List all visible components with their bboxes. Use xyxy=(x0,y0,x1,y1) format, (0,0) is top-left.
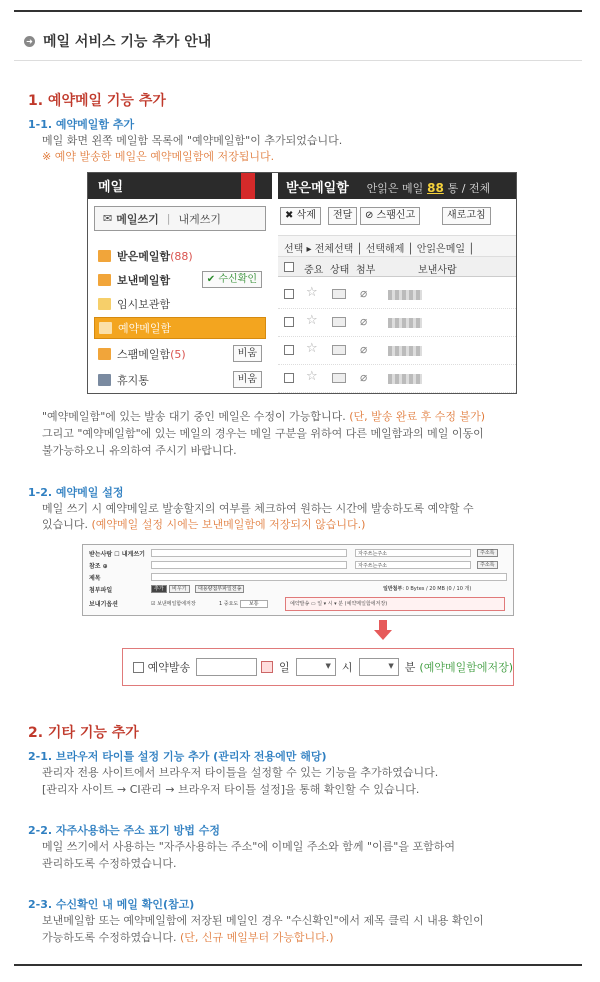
reserve-minute-select[interactable] xyxy=(359,658,399,676)
star-icon[interactable]: ☆ xyxy=(306,313,318,328)
mail-table-header: 중요 상태 첨부 보낸사람 xyxy=(278,257,517,277)
table-row[interactable] xyxy=(278,365,517,393)
section2-3-line2: 가능하도록 수정하였습니다. (단, 신규 메일부터 가능합니다.) xyxy=(42,931,334,944)
sender-redacted xyxy=(388,318,422,328)
delete-button[interactable]: ✖ 삭제 xyxy=(280,207,321,225)
reserved-note-line1: "예약메일함"에 있는 발송 대기 중인 메일은 수정이 가능합니다. (단, 발송 완료 후 수정 불가) xyxy=(42,410,486,423)
sidebar-item-drafts[interactable]: 임시보관함 xyxy=(94,293,266,315)
section1-1-heading: 1-1. 예약메일함 추가 xyxy=(28,118,135,131)
write-mail-button[interactable]: ✉ 메일쓰기 | 내게쓰기 xyxy=(94,206,266,231)
section1-2-heading: 1-2. 예약메일 설정 xyxy=(28,486,124,499)
trash-icon xyxy=(98,374,111,386)
sender-redacted xyxy=(388,346,422,356)
select-all-checkbox[interactable] xyxy=(284,262,294,272)
section1-heading: 1. 예약메일 기능 추가 xyxy=(28,93,166,109)
calendar-icon[interactable] xyxy=(261,661,273,673)
section2-1-line1: 관리자 전용 사이트에서 브라우저 타이틀을 설정할 수 있는 기능을 추가하였습니다. xyxy=(42,766,439,779)
compose-screenshot xyxy=(82,544,514,616)
attach-clear-button[interactable]: 비우기 xyxy=(169,585,190,593)
envelope-icon xyxy=(332,317,346,327)
mail-list-header: 받은메일함 안읽은 메일 88 통 / 전체 xyxy=(278,173,517,199)
sidebar-item-reserved[interactable]: 예약메일함 xyxy=(94,317,266,339)
top-rule xyxy=(14,10,582,12)
section2-heading: 2. 기타 기능 추가 xyxy=(28,725,139,741)
mailbox-screenshot xyxy=(87,172,517,394)
page-title: ➜ 메일 서비스 기능 추가 안내 xyxy=(24,31,211,51)
section2-3-heading: 2-3. 수신확인 내 메일 확인(참고) xyxy=(28,898,195,911)
arrow-circle-icon: ➜ xyxy=(24,36,35,47)
spam-report-button[interactable]: ⊘ 스팸신고 xyxy=(360,207,420,225)
paperclip-icon: ⌀ xyxy=(360,342,368,356)
envelope-icon xyxy=(332,289,346,299)
paperclip-icon: ⌀ xyxy=(360,370,368,384)
table-row[interactable] xyxy=(278,337,517,365)
section1-2-line1: 메일 쓰기 시 예약메일로 발송할지의 여부를 체크하여 원하는 시간에 발송하도록 예약할 수 xyxy=(42,502,474,515)
reserve-send-small[interactable]: 예약발송 ▭ 일 ▾ 시 ▾ 분 (예약메일함에저장) xyxy=(285,597,505,611)
sender-redacted xyxy=(388,290,422,300)
row-checkbox[interactable] xyxy=(284,373,294,383)
paperclip-icon: ⌀ xyxy=(360,314,368,328)
reserve-send-zoom: 예약발송 일 ▼ 시 ▼ 분 (예약메일함에저장) xyxy=(122,648,514,686)
row-checkbox[interactable] xyxy=(284,345,294,355)
frequent-address-select[interactable]: 자주쓰는주소 xyxy=(355,549,471,557)
reserve-hour-select[interactable] xyxy=(296,658,336,676)
section2-2-line2: 관리하도록 수정하였습니다. xyxy=(42,857,177,870)
cc-addressbook-button[interactable]: 주소록 xyxy=(477,561,498,569)
attach-label: 첨부파일 xyxy=(89,587,113,594)
star-icon[interactable]: ☆ xyxy=(306,369,318,384)
section2-2-heading: 2-2. 자주사용하는 주소 표기 방법 수정 xyxy=(28,824,220,837)
importance-select[interactable]: 1 중요도 보통 xyxy=(219,600,268,607)
reserve-date-input[interactable] xyxy=(196,658,257,676)
reserved-note-line3: 불가능하오니 유의하여 주시기 바랍니다. xyxy=(42,444,237,457)
section1-2-line2: 있습니다. (예약메일 설정 시에는 보낸메일함에 저장되지 않습니다.) xyxy=(42,518,366,531)
table-row[interactable] xyxy=(278,309,517,337)
bottom-rule xyxy=(14,964,582,966)
section1-1-note: ※ 예약 발송한 메일은 예약메일함에 저장됩니다. xyxy=(42,150,275,163)
selection-toolbar[interactable]: 선택 ▸ 전체선택 │ 선택해제 │ 안읽은메일 │ xyxy=(278,235,517,257)
star-icon[interactable]: ☆ xyxy=(306,285,318,300)
folder-icon xyxy=(98,348,111,360)
recipient-input[interactable] xyxy=(151,549,347,557)
sidebar-header: 메일 xyxy=(88,173,272,199)
table-row[interactable] xyxy=(278,281,517,309)
section2-2-line1: 메일 쓰기에서 사용하는 "자주사용하는 주소"에 이메일 주소와 함께 "이름"을 포함하여 xyxy=(42,840,455,853)
title-divider xyxy=(14,60,582,61)
drafts-icon xyxy=(98,298,111,310)
folder-icon xyxy=(98,250,111,262)
row-checkbox[interactable] xyxy=(284,289,294,299)
refresh-button[interactable]: 새로고침 xyxy=(442,207,491,225)
row-checkbox[interactable] xyxy=(284,317,294,327)
attach-add-button[interactable]: 추가 xyxy=(151,585,167,593)
section2-1-line2: [관리자 사이트 → CI관리 → 브라우저 타이틀 설정]을 통해 확인할 수 있습니다. xyxy=(42,783,420,796)
subject-label: 제목 xyxy=(89,575,101,582)
reserve-checkbox[interactable] xyxy=(133,662,144,673)
envelope-icon xyxy=(332,373,346,383)
sender-redacted xyxy=(388,374,422,384)
forward-button[interactable]: 전달 xyxy=(328,207,357,225)
cc-label: 참조 ⊕ xyxy=(89,563,108,570)
star-icon[interactable]: ☆ xyxy=(306,341,318,356)
subject-input[interactable] xyxy=(151,573,507,581)
section2-1-heading: 2-1. 브라우저 타이틀 설정 기능 추가 (관리자 전용에만 해당) xyxy=(28,750,327,763)
reserved-folder-icon xyxy=(99,322,112,334)
empty-spam-button[interactable]: 비움 xyxy=(233,345,262,362)
sidebar-red-tab xyxy=(241,173,255,199)
sidebar-item-trash[interactable]: 휴지통 비움 xyxy=(94,369,266,391)
mail-list-pane xyxy=(278,173,517,394)
cc-input[interactable] xyxy=(151,561,347,569)
read-receipt-button[interactable]: ✔ 수신확인 xyxy=(202,271,262,288)
section1-1-line1: 메일 화면 왼쪽 메일함 목록에 "예약메일함"이 추가되었습니다. xyxy=(42,134,343,147)
section2-3-line1: 보낸메일함 또는 예약메일함에 저장된 메일인 경우 "수신확인"에서 제목 클릭 시 내용 확인이 xyxy=(42,914,484,927)
sidebar-item-sent[interactable]: 보낸메일함 ✔ 수신확인 xyxy=(94,269,266,291)
write-to-me-link[interactable]: 내게쓰기 xyxy=(178,212,221,226)
addressbook-button[interactable]: 주소록 xyxy=(477,549,498,557)
write-icon: ✉ xyxy=(103,212,113,225)
save-sent-option[interactable]: ☑ 보낸메일함에저장 xyxy=(151,601,196,607)
cc-frequent-select[interactable]: 자주쓰는주소 xyxy=(355,561,471,569)
recipient-label: 받는사람 ☐ 내게쓰기 xyxy=(89,551,145,558)
sidebar-item-inbox[interactable]: 받은메일함 (88) xyxy=(94,245,266,267)
attach-size-info: 일반첨부: 0 Bytes / 20 MB (0 / 10 개) xyxy=(383,586,472,592)
empty-trash-button[interactable]: 비움 xyxy=(233,371,262,388)
send-options-label: 보내기옵션 xyxy=(89,601,118,608)
envelope-icon xyxy=(332,345,346,355)
folder-icon xyxy=(98,274,111,286)
sidebar-item-spam[interactable]: 스팸메일함 (5) 비움 xyxy=(94,343,266,365)
paperclip-icon: ⌀ xyxy=(360,286,368,300)
bigfile-button[interactable]: 대용량첨부파일전송 xyxy=(195,585,244,593)
mail-sidebar xyxy=(88,173,272,394)
reserved-note-line2: 그리고 "예약메일함"에 있는 메일의 경우는 메일 구분을 위하여 다른 메일함과의 메일 이동이 xyxy=(42,427,484,440)
